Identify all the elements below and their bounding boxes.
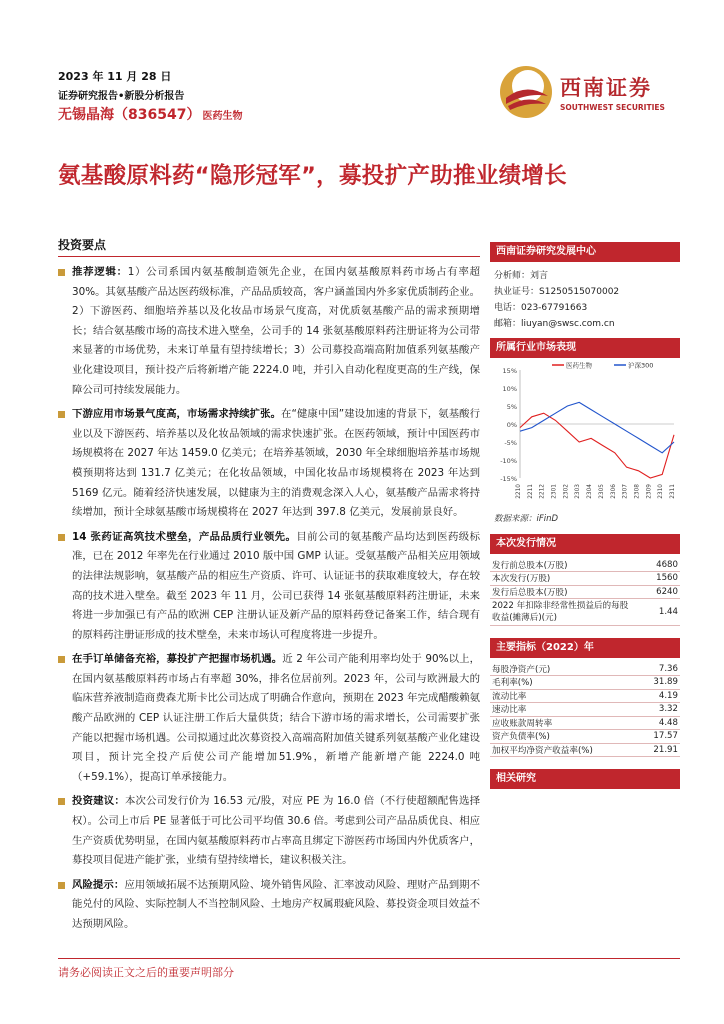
table-row [490, 689, 680, 703]
table-row [490, 585, 680, 599]
row-value: 6240 [636, 585, 680, 599]
data-source: 数据来源：iFinD [494, 514, 559, 524]
table-row [490, 662, 680, 676]
table-row [490, 599, 680, 626]
report-type: 证券研究报告•新股分析报告 [58, 91, 185, 102]
square-bullet-icon [58, 411, 65, 418]
issue-info-table [490, 558, 680, 626]
x-tick-label: 2309 [646, 484, 653, 499]
x-tick-label: 2211 [527, 484, 534, 499]
y-tick-label: -15% [500, 475, 517, 483]
y-tick-label: 0% [506, 421, 517, 429]
key-indicators-header: 主要指标（2022）年 [490, 638, 680, 658]
x-tick-label: 2306 [610, 484, 617, 499]
x-tick-label: 2303 [575, 484, 582, 499]
row-label: 资产负债率(%) [490, 730, 636, 744]
table-row [490, 703, 680, 717]
analyst-name: 分析师：刘言 [494, 271, 549, 281]
paragraph-investment-advice [58, 792, 480, 870]
paragraph-text: 本次公司发行价为 16.53 元/股，对应 PE 为 16.0 倍（不行使超额配售选择权）。公司上市后 PE 显著低于可比公司平均值 30.6 倍。考虑到公司产品品质优良、相应生产资质优势明显，在国内氨基酸原料药市占率高且绑定下游医药市场国内外优质客户，募投项目促进产能扩张，业绩有望持续增长，建议积极关注。 [72, 795, 481, 867]
row-label: 发行后总股本(万股) [490, 585, 636, 599]
row-value: 4.48 [636, 716, 680, 730]
paragraph-lead: 风险提示： [72, 878, 125, 891]
logo-english-text: SOUTHWEST SECURITIES [560, 103, 665, 112]
southwest-securities-logo [498, 62, 688, 122]
analyst-info [490, 262, 680, 338]
related-research-header: 相关研究 [490, 769, 680, 789]
paragraph-text: 近 2 年公司产能利用率均处于 90%以上，在国内氨基酸原料药市场占有率超 30%，排名位居前列。2023 年，公司与欧洲最大的临床营养液制造商费森尤斯卡比公司达成了明确合作意向，预期在 2023 年完成醋酸赖氨酸产品欧洲的 CEP 认证注册工作后大量供货；结合下游市场的需求增长，公司需要扩张产能以把握市场机遇。公司拟通过此次募资投入高端高附加值关键系列氨基酸产业化建设项目，预计完全投产后使公司产能增加51.9%，新增产能新增产能 2224.0 吨（+59.1%），提高订单承接能力。 [72, 653, 480, 783]
x-tick-label: 2301 [551, 484, 558, 499]
x-tick-label: 2311 [670, 484, 676, 499]
y-tick-label: 10% [502, 385, 517, 393]
company-code: 无锡晶海（836547） [58, 107, 201, 123]
row-label: 2022 年扣除非经常性损益后的每股收益(摊薄后)(元) [490, 599, 636, 626]
page-title: 氨基酸原料药“隐形冠军”，募投扩产助推业绩增长 [58, 163, 567, 189]
x-tick-label: 2305 [598, 484, 605, 499]
footer-disclaimer: 请务必阅读正文之后的重要声明部分 [58, 966, 234, 979]
legend-label: 沪深300 [628, 361, 654, 370]
row-label: 加权平均净资产收益率(%) [490, 743, 636, 757]
paragraph-text: 目前公司的氨基酸产品均达到医药级标准，已在 2012 年率先在行业通过 2010 版中国 GMP 认证。受氨基酸产品相关应用领域的法律法规影响，氨基酸产品的相应生产资质、许可、认证证书的获取难度较大，存在较高的技术进入壁垒。截至 2023 年 11 月，公司已获得 14 张氨基酸原料药注册证，未来将进一步加强已有产品的欧洲 CEP 注册认证及新产品的原料药登记备案工作，结合现有的原料药注册证形成的技术壁垒，未来市场认可程度将进一步提升。 [72, 530, 480, 641]
paragraph-text: 应用领域拓展不达预期风险、境外销售风险、汇率波动风险、理财产品到期不能兑付的风险、实际控制人不当控制风险、土地房产权属瑕疵风险、募投资金项目效益不达预期风险。 [72, 878, 481, 930]
square-bullet-icon [58, 882, 65, 889]
row-label: 速动比率 [490, 703, 636, 717]
square-bullet-icon [58, 269, 65, 276]
row-label: 流动比率 [490, 689, 636, 703]
row-value: 31.89 [636, 676, 680, 690]
paragraph-market-demand [58, 405, 480, 523]
table-row [490, 716, 680, 730]
issue-info-header: 本次发行情况 [490, 534, 680, 554]
paragraph-capacity [58, 650, 480, 787]
research-center-header: 西南证券研究发展中心 [490, 242, 680, 262]
footer-divider [58, 958, 680, 959]
row-value: 21.91 [636, 743, 680, 757]
legend-label: 医药生物 [566, 361, 592, 370]
x-tick-label: 2304 [587, 484, 594, 499]
x-tick-label: 2210 [516, 484, 522, 499]
logo-emblem-icon [498, 64, 554, 120]
row-value: 4.19 [636, 689, 680, 703]
section-title: 投资要点 [58, 236, 480, 257]
row-value: 1560 [636, 572, 680, 586]
row-value: 7.36 [636, 662, 680, 676]
analyst-email[interactable]: 邮箱：liuyan@swsc.com.cn [494, 319, 615, 329]
x-tick-label: 2302 [563, 484, 570, 499]
investment-highlights [58, 236, 480, 940]
chart-svg [490, 358, 680, 508]
paragraph-lead: 在手订单储备充裕，募投扩产把握市场机遇。 [72, 653, 283, 666]
square-bullet-icon [58, 656, 65, 663]
paragraph-lead: 投资建议： [72, 795, 125, 808]
paragraph-tech-barrier [58, 528, 480, 646]
row-value: 1.44 [636, 599, 680, 626]
y-tick-label: -5% [504, 439, 517, 447]
analyst-phone: 电话：023-67791663 [494, 303, 588, 313]
series-line-csi300 [520, 402, 674, 452]
table-row [490, 676, 680, 690]
row-value: 3.32 [636, 703, 680, 717]
paragraph-recommendation [58, 263, 480, 400]
row-label: 发行前总股本(万股) [490, 558, 636, 572]
table-row [490, 743, 680, 757]
company-name [58, 104, 242, 124]
square-bullet-icon [58, 798, 65, 805]
paragraph-text: 在“健康中国”建设加速的背景下，氨基酸行业以及下游医药、培养基以及化妆品领域的需求快速扩张。在医药领域，预计中国医药市场规模将在 2027 年达 1459.0 亿美元；在培养基领域，2030 年全球细胞培养基市场规模预期将达到 131.7 亿美元；在化妆品领域，中国化妆品市场规模将在 2023 年达到 5169 亿元。随着经济快速发展，以健康为主的消费观念深入人心，氨基酸产品需求将持续增加，预计全球氨基酸市场规模将在 2027 年达到 397.8 亿美元，发展前景良好。 [72, 408, 481, 519]
paragraph-text: 1）公司系国内氨基酸制造领先企业，在国内氨基酸原料药市场占有率超 30%。其氨基酸产品达医药级标准，产品品质较高，客户涵盖国内外多家优质制药企业。2）下游医药、细胞培养基以及化妆品市场景气度高，对优质氨基酸产品的需求预期增长；结合氨基酸市场的高技术进入壁垒，公司手的 14 张氨基酸原料药注册证将为公司带来显著的市场优势，未来订单量有望持续增长；3）公司募投高端高附加值系列氨基酸产业化建设项目，预计投产后将新增产能 2224.0 吨，并引入自动化程度更高的生产线，保障公司可持续发展能力。 [72, 266, 480, 396]
square-bullet-icon [58, 534, 65, 541]
x-tick-label: 2308 [634, 484, 641, 499]
industry-performance-chart [490, 358, 680, 508]
table-row [490, 572, 680, 586]
table-row [490, 558, 680, 572]
row-label: 毛利率(%) [490, 676, 636, 690]
industry-label: 医药生物 [202, 111, 243, 122]
paragraph-risk [58, 876, 480, 935]
paragraph-lead: 下游应用市场景气度高，市场需求持续扩张。 [72, 408, 282, 421]
key-indicators-table [490, 662, 680, 757]
x-tick-label: 2310 [658, 484, 665, 499]
x-tick-label: 2212 [539, 484, 546, 499]
row-label: 应收账款周转率 [490, 716, 636, 730]
table-row [490, 730, 680, 744]
y-tick-label: 5% [506, 403, 517, 411]
y-tick-label: -10% [500, 457, 517, 465]
row-value: 4680 [636, 558, 680, 572]
y-tick-label: 15% [502, 367, 517, 375]
industry-performance-header: 所属行业市场表现 [490, 338, 680, 358]
report-date: 2023 年 11 月 28 日 [58, 70, 172, 83]
x-tick-label: 2307 [622, 484, 629, 499]
row-value: 17.57 [636, 730, 680, 744]
logo-chinese-text: 西南证券 [560, 76, 652, 100]
row-label: 本次发行(万股) [490, 572, 636, 586]
row-label: 每股净资产(元) [490, 662, 636, 676]
analyst-license: 执业证号：S1250515070002 [494, 287, 620, 297]
sidebar [490, 242, 680, 789]
paragraph-lead: 推荐逻辑： [72, 266, 128, 278]
paragraph-lead: 14 张药证高筑技术壁垒，产品品质行业领先。 [72, 530, 297, 543]
